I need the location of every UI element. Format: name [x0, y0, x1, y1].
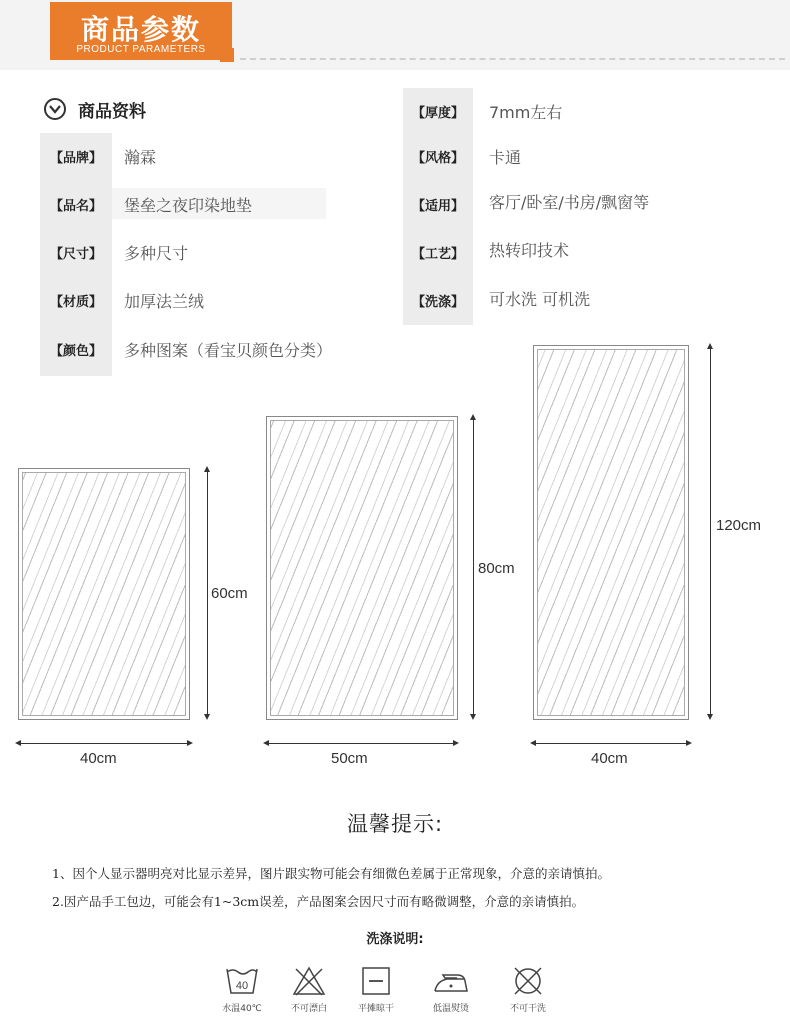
section-header-subtitle: PRODUCT PARAMETERS: [76, 44, 206, 55]
width-label: 40cm: [80, 750, 117, 767]
wash-label: 水温40℃: [222, 1004, 262, 1014]
rug-outline-large: [533, 345, 689, 720]
arrow-right-icon: [453, 740, 459, 746]
arrow-up-icon: [707, 343, 713, 349]
rug-outline-small: [18, 468, 190, 720]
height-label: 60cm: [211, 585, 248, 602]
wash-item: [341, 965, 411, 1014]
arrow-up-icon: [204, 466, 210, 472]
param-label-name: 【品名】: [49, 199, 102, 214]
arrow-down-icon: [470, 714, 476, 720]
param-value-material: 加厚法兰绒: [124, 292, 205, 311]
param-label-washing: 【洗涤】: [411, 295, 464, 310]
wash-label: 不可漂白: [290, 1004, 327, 1014]
param-label-usage: 【适用】: [411, 199, 464, 214]
height-label: 120cm: [716, 517, 762, 534]
wash-instructions-title: 洗涤说明:: [366, 932, 424, 947]
param-value-name: 堡垒之夜印染地垫: [124, 196, 253, 215]
no-bleach-icon: [291, 965, 327, 997]
arrow-left-icon: [15, 740, 21, 746]
tip-line-2: 2.因产品手工包边，可能会有1~3cm误差，产品图案会因尺寸而有略微调整，介意的亲请慎拍。: [52, 894, 585, 909]
rug-outline-medium: [266, 416, 458, 720]
arrow-down-icon: [707, 714, 713, 720]
height-dimension-line: [473, 418, 474, 718]
height-dimension-line: [710, 347, 711, 718]
section-header-title: 商品参数: [80, 13, 201, 46]
param-value-craft: 热转印技术: [489, 241, 570, 260]
param-label-style: 【风格】: [411, 151, 464, 166]
wash-item: [207, 965, 277, 1014]
param-value-brand: 瀚霖: [124, 148, 157, 167]
param-value-thickness: 7mm左右: [489, 103, 563, 122]
low-iron-icon: [431, 965, 471, 997]
wash-item: [493, 965, 563, 1014]
header-corner-accent: [220, 48, 234, 62]
param-value-size: 多种尺寸: [124, 244, 189, 263]
section-header: [50, 2, 232, 60]
width-label: 50cm: [331, 750, 368, 767]
wash-label: 不可干洗: [509, 1004, 546, 1014]
param-value-washing: 可水洗 可机洗: [489, 290, 591, 309]
param-value-usage: 客厅/卧室/书房/飘窗等: [489, 193, 650, 212]
arrow-left-icon: [530, 740, 536, 746]
arrow-right-icon: [187, 740, 193, 746]
product-info-title: 商品资料: [78, 101, 146, 122]
no-dry-clean-icon: [510, 965, 546, 997]
param-value-style: 卡通: [489, 148, 522, 167]
wash-item: [416, 965, 486, 1014]
wash-label: 平摊晾干: [357, 1004, 394, 1014]
arrow-down-icon: [204, 714, 210, 720]
param-label-thickness: 【厚度】: [411, 106, 464, 121]
arrow-up-icon: [470, 414, 476, 420]
arrow-left-icon: [263, 740, 269, 746]
height-label: 80cm: [478, 560, 515, 577]
header-dashed-divider: [240, 58, 785, 60]
product-info-heading: [44, 96, 146, 122]
height-dimension-line: [207, 470, 208, 718]
width-dimension-line: [266, 743, 456, 744]
param-label-material: 【材质】: [49, 295, 102, 310]
wash-item: [274, 965, 344, 1014]
width-label: 40cm: [591, 750, 628, 767]
width-dimension-line: [533, 743, 689, 744]
param-label-size: 【尺寸】: [49, 247, 102, 262]
wash-temp-label: 40: [235, 980, 249, 992]
param-value-color: 多种图案（看宝贝颜色分类）: [124, 341, 333, 360]
dry-flat-icon: [358, 965, 394, 997]
wash-label: 低温熨烫: [432, 1004, 469, 1014]
wash-40-icon: [224, 965, 260, 997]
arrow-right-icon: [686, 740, 692, 746]
param-label-color: 【颜色】: [49, 344, 102, 359]
param-label-brand: 【品牌】: [49, 151, 102, 166]
width-dimension-line: [18, 743, 190, 744]
param-label-craft: 【工艺】: [411, 247, 464, 262]
tips-title: 温馨提示:: [346, 812, 444, 836]
tip-line-1: 1、因个人显示器明亮对比显示差异，图片跟实物可能会有细微色差属于正常现象，介意的亲请慎拍。: [52, 866, 610, 881]
chevron-down-circle-icon: [44, 98, 66, 120]
